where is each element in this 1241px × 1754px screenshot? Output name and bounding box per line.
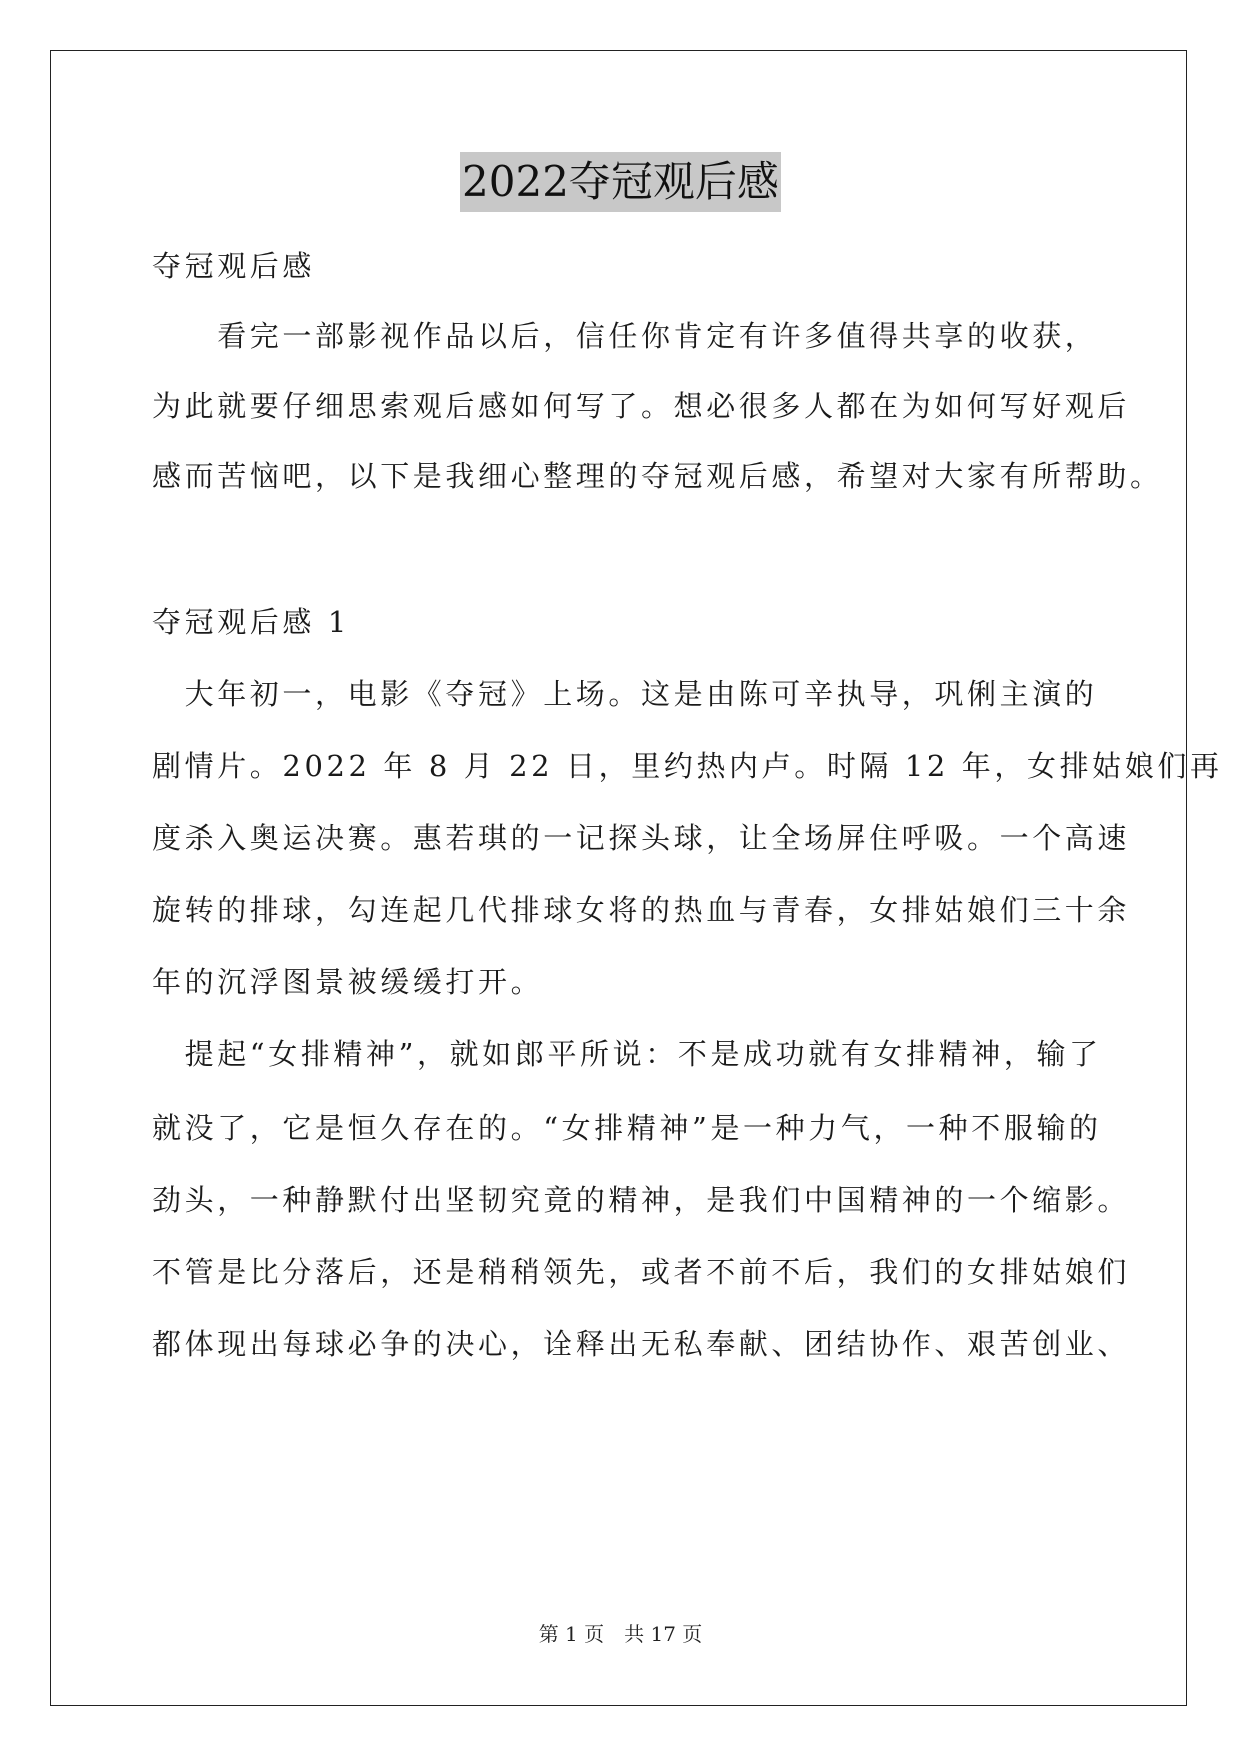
paragraph-line: 都体现出每球必争的决心，诠释出无私奉献、团结协作、艰苦创业、 bbox=[152, 1327, 1131, 1361]
page-border bbox=[50, 50, 1223, 1706]
document-title: 2022夺冠观后感 bbox=[460, 152, 781, 212]
title-container bbox=[0, 152, 1241, 212]
paragraph-line: 剧情片。2022 年 8 月 22 日，里约热内卢。时隔 12 年，女排姑娘们再 bbox=[152, 749, 1223, 783]
paragraph-line: 就没了，它是恒久存在的。“女排精神”是一种力气，一种不服输的 bbox=[152, 1111, 1102, 1145]
paragraph-line: 度杀入奥运决赛。惠若琪的一记探头球，让全场屏住呼吸。一个高速 bbox=[152, 821, 1131, 855]
intro-line: 感而苦恼吧，以下是我细心整理的夺冠观后感，希望对大家有所帮助。 bbox=[152, 459, 1163, 493]
paragraph-line: 旋转的排球，勾连起几代排球女将的热血与青春，女排姑娘们三十余 bbox=[152, 893, 1131, 927]
paragraph-line: 劲头，一种静默付出坚韧究竟的精神，是我们中国精神的一个缩影。 bbox=[152, 1183, 1131, 1217]
page-footer bbox=[0, 1620, 1241, 1648]
paragraph-line: 年的沉浮图景被缓缓打开。 bbox=[152, 965, 544, 999]
intro-line: 为此就要仔细思索观后感如何写了。想必很多人都在为如何写好观后 bbox=[152, 389, 1131, 423]
document-subtitle: 夺冠观后感 bbox=[152, 249, 316, 283]
page-number-label: 第 1 页 共 17 页 bbox=[538, 1622, 703, 1646]
paragraph-line: 提起“女排精神”，就如郎平所说：不是成功就有女排精神，输了 bbox=[152, 1037, 1102, 1071]
intro-line: 看完一部影视作品以后，信任你肯定有许多值得共享的收获， bbox=[152, 319, 1098, 353]
paragraph-line: 不管是比分落后，还是稍稍领先，或者不前不后，我们的女排姑娘们 bbox=[152, 1255, 1131, 1289]
section-heading: 夺冠观后感 1 bbox=[152, 605, 350, 639]
paragraph-line: 大年初一，电影《夺冠》上场。这是由陈可辛执导，巩俐主演的 bbox=[152, 677, 1098, 711]
